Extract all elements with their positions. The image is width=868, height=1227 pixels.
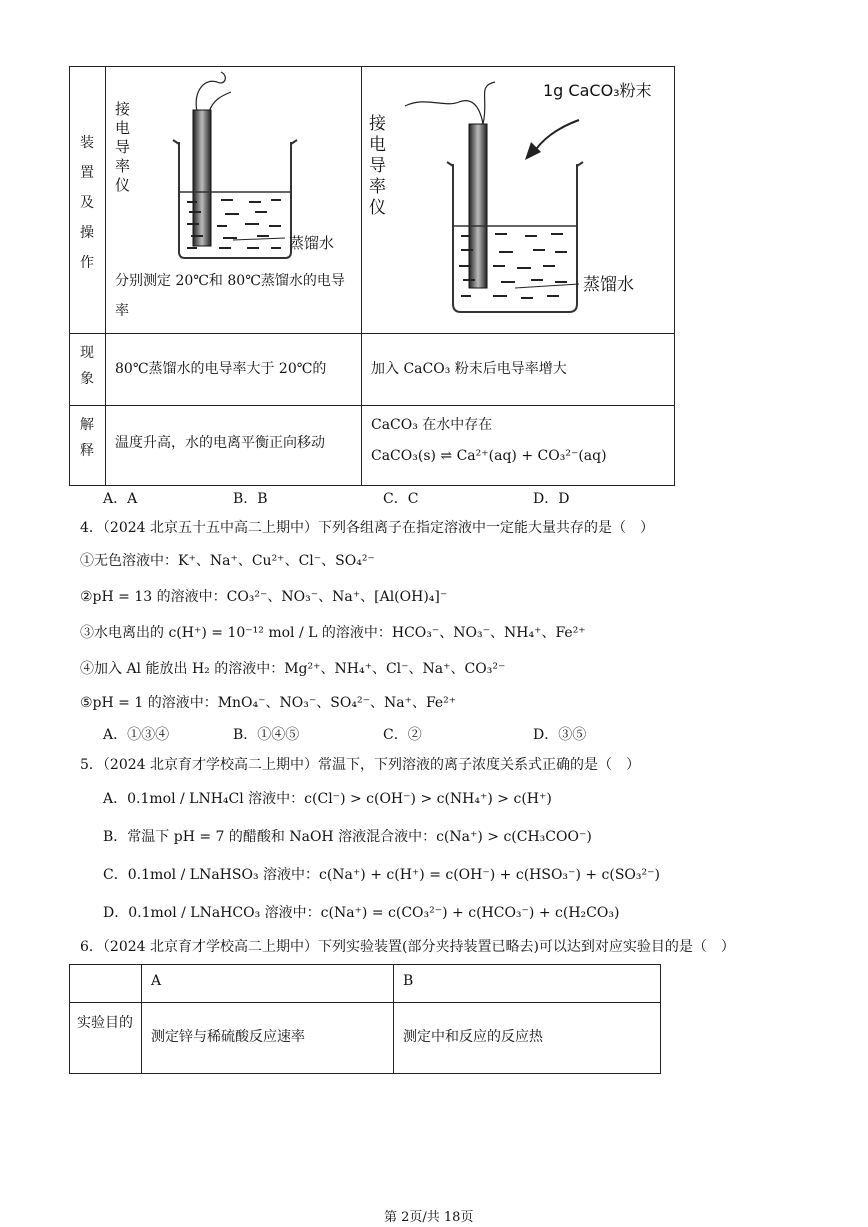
q5-option-a: A．0.1mol / LNH₄Cl 溶液中：c(Cl⁻) > c(OH⁻) > c(NH₄⁺) > c(H⁺) — [103, 791, 552, 807]
q4-item-2: ②pH = 13 的溶液中：CO₃²⁻、NO₃⁻、Na⁺、[Al(OH)₄]⁻ — [80, 589, 448, 605]
q3-option-d: D．D — [533, 491, 570, 507]
phenomenon-left: 80℃蒸馏水的电导率大于 20℃的 — [115, 361, 327, 377]
explanation-left: 温度升高，水的电离平衡正向移动 — [115, 435, 325, 451]
q6-table — [69, 964, 661, 1074]
q5-stem: 5．（2024 北京育才学校高二上期中）常温下，下列溶液的离子浓度关系式正确的是（ ） — [80, 757, 640, 773]
powder-label: 1g CaCO₃粉末 — [543, 81, 652, 100]
explanation-right-2: CaCO₃(s) ⇌ Ca²⁺(aq) + CO₃²⁻(aq) — [371, 448, 607, 464]
q3-option-c: C．C — [383, 491, 419, 507]
experiment-table — [69, 66, 675, 486]
row-label-apparatus: 装置及操作 — [80, 135, 94, 271]
left-operation-desc: 分别测定 20℃和 80℃蒸馏水的电导 率 — [115, 273, 345, 319]
q6-a-text: 测定锌与稀硫酸反应速率 — [151, 1029, 305, 1045]
row-label-phenomenon: 现象 — [80, 345, 94, 387]
q5-option-d: D．0.1mol / LNaHCO₃ 溶液中：c(Na⁺) = c(CO₃²⁻) + c(HCO₃⁻) + c(H₂CO₃) — [103, 905, 620, 921]
q4-option-a: A．①③④ — [103, 727, 170, 743]
q4-stem: 4．（2024 北京五十五中高二上期中）下列各组离子在指定溶液中一定能大量共存的是（ ） — [80, 520, 654, 536]
q4-option-d: D．③⑤ — [533, 727, 587, 743]
water-label-right: 蒸馏水 — [583, 275, 634, 295]
q3-option-b: B．B — [233, 491, 268, 507]
device-label-left: 接电导率仪 — [115, 100, 131, 194]
q6-b-text: 测定中和反应的反应热 — [403, 1029, 543, 1045]
q4-item-3: ③水电离出的 c(H⁺) = 10⁻¹² mol / L 的溶液中：HCO₃⁻、NO₃⁻、NH₄⁺、Fe²⁺ — [80, 625, 586, 641]
q6-stem: 6．（2024 北京育才学校高二上期中）下列实验装置(部分夹持装置已略去)可以达到对应实验目的是（ ） — [80, 939, 735, 955]
q4-item-5: ⑤pH = 1 的溶液中：MnO₄⁻、NO₃⁻、SO₄²⁻、Na⁺、Fe²⁺ — [80, 695, 457, 711]
phenomenon-right: 加入 CaCO₃ 粉末后电导率增大 — [371, 361, 567, 377]
q6-row-label: 实验目的 — [77, 1015, 133, 1031]
q5-option-b: B．常温下 pH = 7 的醋酸和 NaOH 溶液混合液中：c(Na⁺) > c(CH₃COO⁻) — [103, 829, 592, 845]
water-label-left: 蒸馏水 — [289, 234, 335, 252]
q3-option-a: A．A — [103, 491, 138, 507]
q5-option-c: C．0.1mol / LNaHSO₃ 溶液中：c(Na⁺) + c(H⁺) = c(OH⁻) + c(HSO₃⁻) + c(SO₃²⁻) — [103, 867, 660, 883]
row-label-explanation: 解释 — [80, 417, 94, 459]
q4-item-4: ④加入 Al 能放出 H₂ 的溶液中：Mg²⁺、NH₄⁺、Cl⁻、Na⁺、CO₃²⁻ — [80, 661, 506, 677]
q4-option-b: B．①④⑤ — [233, 727, 300, 743]
q6-col-a: A — [151, 973, 162, 989]
device-label-right: 接电导率仪 — [369, 114, 386, 218]
q4-option-c: C．② — [383, 727, 422, 743]
q4-item-1: ①无色溶液中：K⁺、Na⁺、Cu²⁺、Cl⁻、SO₄²⁻ — [80, 553, 375, 569]
explanation-right-1: CaCO₃ 在水中存在 — [371, 417, 493, 433]
q6-col-b: B — [403, 973, 414, 989]
page-footer: 第 2页/共 18页 — [384, 1210, 474, 1225]
